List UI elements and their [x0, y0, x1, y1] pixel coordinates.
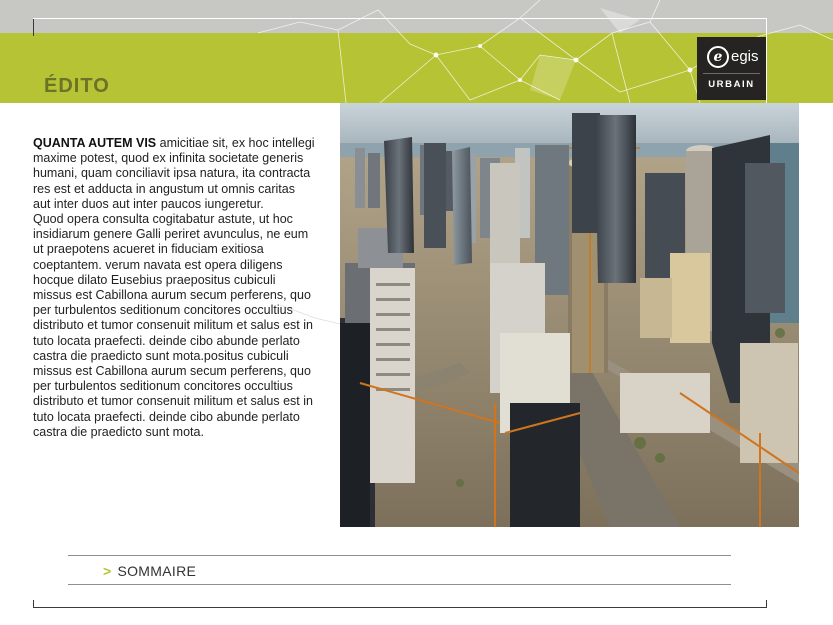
logo-divider — [703, 73, 760, 74]
edito-paragraph-2: Quod opera consulta cogitabatur astute, ut hoc insidiarum genere Galli periret avunculus, ne eum ut praepotens acueret in fiduciam exitiosa coeptantem. verum navata est opera diligens hocque dilato Eusebius praepositus cubiculi missus est Cabillona aurum secum perferens, quo per turbulentos seditionum concitores occultius distributo et tumor consenuit militum et salus est in tuto locata praefecti. deinde cibo abunde perlato castra die praedicto sunt mota.positus cubiculi missus est Cabillona aurum secum perferens, quo per turbulentos seditionum concitores occultius distributo et tumor consenuit militum et salus est in tuto locata praefecti. deinde cibo abunde perlato castra die praedicto sunt mota. — [33, 212, 313, 439]
frame-bottom-left-tick — [33, 600, 34, 608]
frame-right — [766, 18, 767, 104]
page-title: ÉDITO — [44, 75, 110, 97]
logo-sub-brand: URBAIN — [708, 79, 755, 90]
frame-top-top — [33, 18, 766, 19]
edito-lead: QUANTA AUTEM VIS — [33, 136, 157, 150]
sommaire-label: SOMMAIRE — [117, 563, 197, 579]
sommaire-link[interactable] — [103, 562, 196, 580]
footer-rule-bottom — [68, 584, 731, 585]
header-top-band — [0, 0, 833, 33]
logo-brand-name: egis — [731, 48, 759, 65]
edito-text — [33, 136, 315, 440]
frame-bottom — [33, 607, 767, 608]
footer-rule-top — [68, 555, 731, 556]
city-skyline-photo — [340, 103, 799, 527]
egis-urbain-logo — [697, 37, 766, 100]
egis-e-icon: e — [707, 46, 729, 68]
edito-paragraph-1: amicitiae sit, ex hoc intellegi maxime potest, quod ex infinita societate generis humani, quam conciliavit ipsa natura, ita contracta res est et adducta in angustum ut omnis caritas aut inter duos aut inter paucos iungeretur. — [33, 136, 315, 211]
chevron-right-icon: > — [103, 563, 112, 579]
frame-left-top — [33, 18, 34, 36]
frame-bottom-right-tick — [766, 600, 767, 608]
egis-logo-mark — [707, 45, 759, 71]
